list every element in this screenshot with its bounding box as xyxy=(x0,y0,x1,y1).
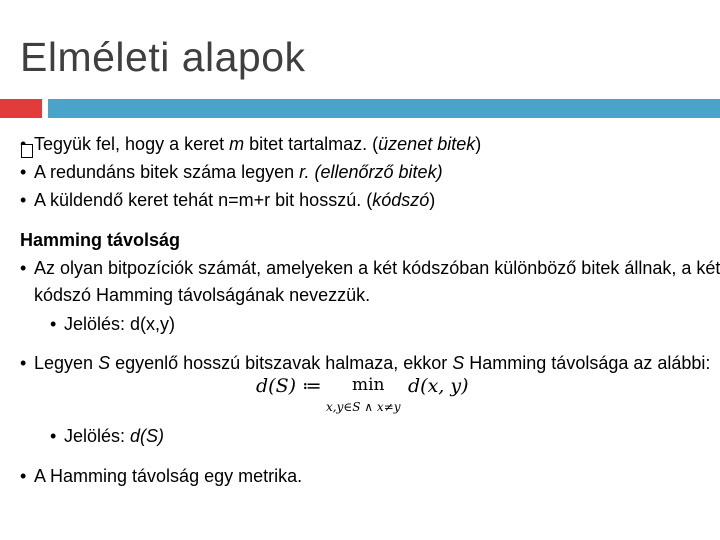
title-accent-red xyxy=(0,99,42,118)
title-accent-blue xyxy=(48,99,720,118)
slide-title: Elméleti alapok xyxy=(20,34,306,80)
section-heading: Hamming távolság xyxy=(20,230,181,250)
formula-rhs: d(x, y) xyxy=(408,375,469,397)
formula-min-operator: min xyxy=(352,375,385,395)
missing-glyph-icon xyxy=(21,144,33,158)
definition-continuation: kódszó Hamming távolságának nevezzük. xyxy=(34,285,371,305)
formula-lhs: d(S) ≔ xyxy=(256,375,322,397)
formula-min-subscript: x,y∈S ∧ x≠y xyxy=(326,400,401,414)
hamming-distance-formula xyxy=(256,375,496,421)
